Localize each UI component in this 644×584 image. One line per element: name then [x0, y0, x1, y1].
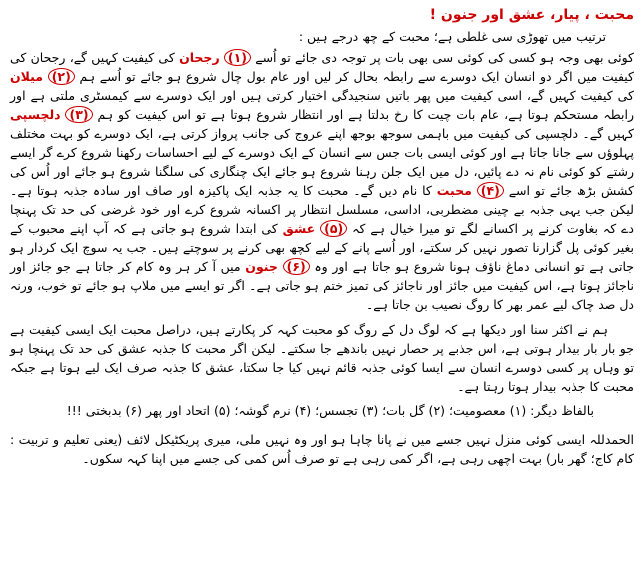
- p1-text-e: کا نام دیں گے۔ محبت کا یہ جذبہ ایک پاکیزہ اور صاف اور سادہ جذبہ ہوتا ہے۔ لیکن جب یہی جذبہ بے چینی مضطربی، اداسی، مسلسل انتظار پر اکسانہ شروع کرے اور خود غرضی کی حد تک پہنچا دے کہ بغاوت کرنے پر اکسانے لگے تو میرا خیال ہے کہ: [10, 183, 634, 236]
- stage-word-5: عشق: [282, 221, 316, 236]
- stage-number-5: (۵): [320, 220, 347, 237]
- p1-text-g: میں آ کر ہر وہ کام کر جاتا ہے جو جائز اور ناجائز ہوتا ہے، اس کیفیت میں جائز اور ناجائز کی تمیز ختم ہو جاتی ہے۔ اگر تو ایسے میں ملاپ ہو جائے تو خوب، ورنہ دل صد چاک لیے عمر بھر کا روگ نصیب بن جاتا ہے۔: [10, 259, 634, 312]
- summary-list: بالفاظ دیگر: (۱) معصومیت؛ (۲) گل بات؛ (۳) تجسس؛ (۴) نرم گوشہ؛ (۵) اتحاد اور پھر (۶) بدبختی !!!: [66, 403, 594, 418]
- stage-number-2: (۲): [48, 68, 75, 85]
- paragraph-explanation: ہم نے اکثر سنا اور دیکھا ہے کہ لوگ دل کے روگ کو محبت کہہ کر پکارتے ہیں، دراصل محبت ایک ایسی کیفیت ہے جو بار بار بیدار ہوتی ہے، اس جذبے پر حصار نہیں باندھے جا سکتے۔ لیکن اگر محبت کا جذبہ عشق کی حد تک پہنچا ہو تو وہاں پر کسی دوسرے انسان سے ایسا کوئی جذبہ قائم نہیں کیا جا سکتا، عشق کا جذبہ صرف ایک لیے ہوتا ہے جبکہ محبت کا جذبہ بیدار ہوتا رہتا ہے۔: [10, 322, 634, 394]
- stage-word-2: میلان: [10, 69, 44, 84]
- closing-paragraph: الحمدللہ ایسی کوئی منزل نہیں جسے میں نے پانا چاہا ہو اور وہ نہیں ملی، میری پریکٹیکل لائف (یعنی تعلیم و تربیت : کام کاج؛ گھر بار) بہت اچھی رہی ہے، اگر کمی رہی ہے تو صرف اُس کمی کی جسے میں اپنا کہہ سکوں۔: [10, 432, 634, 466]
- stage-number-4: (۴): [477, 182, 504, 199]
- p1-text-c: کی کیفیت کہیں گے، اسی کیفیت میں پھر باتیں سنجیدگی اختیار کرتی ہیں اور ایک دوسرے سے کیمسٹری ملتی ہے اور رابطہ مستحکم ہوتا ہے، عام بات چیت کا رخ بدلتا ہے اور انتظار شروع ہوتا ہے تو اس کیفیت کو ہم: [10, 88, 634, 122]
- intro-line: ترتیب میں تھوڑی سی غلطی ہے؛ محبت کے چھ درجے ہیں :: [298, 29, 606, 44]
- p1-text-a: کوئی بھی وجہ ہو کسی کی کوئی سی بھی بات پر توجہ دی جائے تو اُسے: [250, 50, 634, 65]
- stage-word-1: رجحان: [179, 50, 220, 65]
- p1-text-d: کہیں گے۔ دلچسپی کی کیفیت میں باہمی سوجھ بوجھ اپنے عروج کی جانب پرواز کرتی ہے، ایک دوسرے کو بہت مختلف پہلوؤں سے جانا جاتا ہے اور کوئی ایسی بات جس سے انسان کے ایک دوسرے کے لیے احساسات رکھنا شروع کرے گر ایسے رشتے کو کوئی نام نہ دے پائیں، دل میں ایک جلن رہنا شروع ہو جائے ایک چنگاری کی سلگنا شروع ہو جائے اور اُس کی کشش بڑھ جائے تو اسے: [10, 126, 635, 198]
- paragraph-stages: [10, 48, 634, 314]
- page-title: محبت ، پیار، عشق اور جنون !: [429, 7, 634, 23]
- stage-number-6: (۶): [283, 258, 310, 275]
- stage-word-4: محبت: [436, 183, 472, 198]
- stage-number-3: (۳): [65, 106, 92, 123]
- stage-number-1: (۱): [224, 49, 251, 66]
- stage-word-6: جنون: [245, 259, 278, 274]
- p1-text-b: کی کیفیت کہیں گے، رجحان کی کیفیت میں اگر دو انسان ایک دوسرے سے رابطہ بحال کر لیں اور عام بول چال شروع ہو جائے تو اُسے ہم: [10, 50, 634, 84]
- p1-text-f: کی ابتدا شروع ہو جاتی ہے کہ آپ اپنے محبوب کے بغیر کوئی پل گزارنا تصور نہیں کر سکتے، اور اُسے پانے کے لیے کچھ بھی کرنے پر سوچتے ہیں۔ جب یہ سوچ ایک کردار ہو جاتی ہے تو انسانی دماغ ناؤف ہونا شروع ہو جاتا ہے اور وہ: [10, 221, 635, 274]
- stage-word-3: دلچسپی: [10, 107, 61, 122]
